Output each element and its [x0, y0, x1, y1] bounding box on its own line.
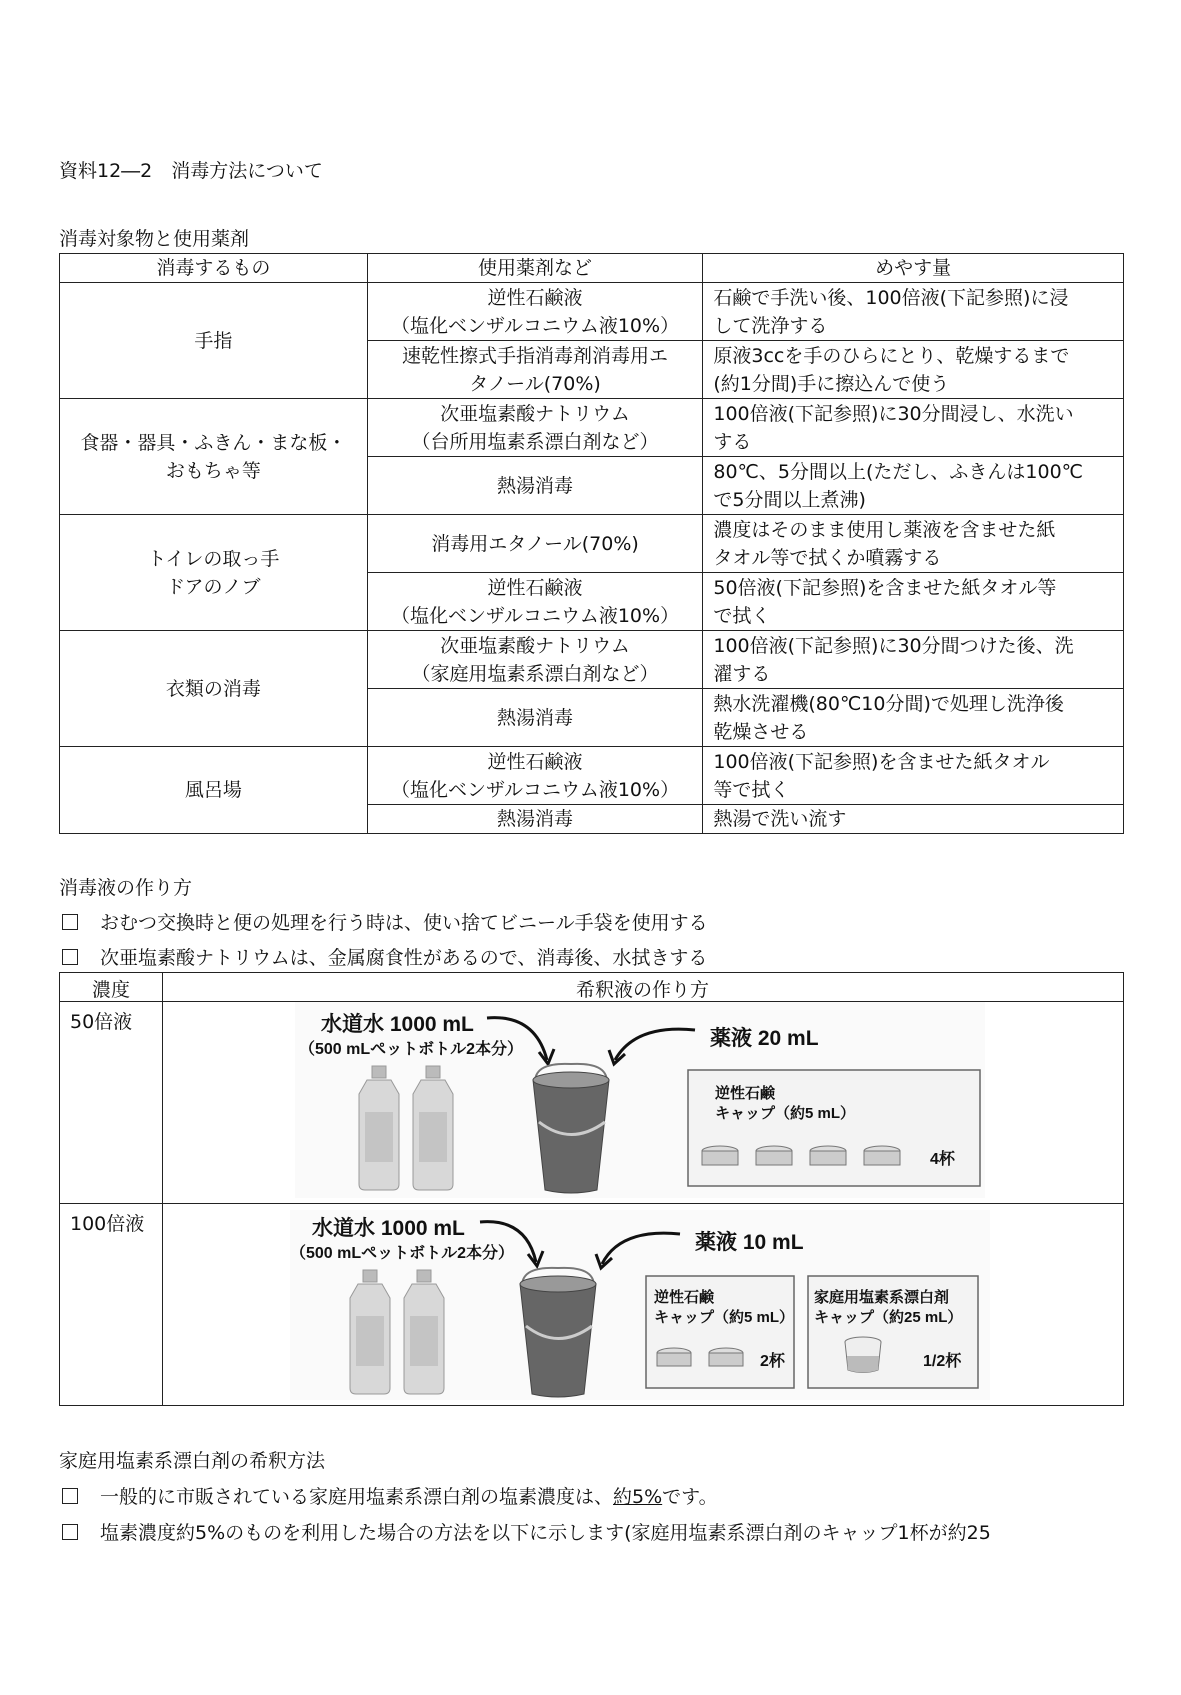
box-title-soap: 逆性石鹸 [715, 1085, 776, 1102]
amount-cell: 熱湯で洗い流す [703, 805, 1124, 834]
table-row [60, 399, 1124, 457]
amount-cell: 熱水洗濯機(80℃10分間)で処理し洗浄後 乾燥させる [703, 689, 1124, 747]
cap-count: 4杯 [930, 1151, 955, 1168]
agent-cell: 逆性石鹸液 （塩化ベンザルコニウム液10%） [367, 573, 703, 631]
amount-cell: 石鹸で手洗い後、100倍液(下記参照)に浸 して洗浄する [703, 283, 1124, 341]
header-amount: めやす量 [703, 254, 1124, 283]
section-title-targets: 消毒対象物と使用薬剤 [59, 228, 250, 250]
bottles-bucket-illustration [295, 1002, 985, 1198]
label-100x: 100倍液 [70, 1213, 145, 1235]
medicine-label: 薬液 20 mL [710, 1027, 819, 1050]
amount-cell: 100倍液(下記参照)に30分間浸し、水洗い する [703, 399, 1124, 457]
box2-title-bleach: 家庭用塩素系漂白剤 [814, 1289, 950, 1306]
box2-title-cap: キャップ（約25 mL） [814, 1309, 963, 1326]
header-method: 希釈液の作り方 [575, 979, 709, 1001]
header-concentration: 濃度 [91, 979, 130, 1001]
checkbox-icon [62, 914, 78, 930]
checkbox-icon [62, 1524, 78, 1540]
section-title-preparation: 消毒液の作り方 [59, 877, 193, 899]
target-cell: 手指 [60, 283, 368, 399]
target-cell: 風呂場 [60, 747, 368, 834]
label-50x: 50倍液 [70, 1011, 133, 1033]
bullet-item: おむつ交換時と便の処理を行う時は、使い捨てビニール手袋を使用する [62, 908, 708, 935]
amount-cell: 100倍液(下記参照)を含ませた紙タオル 等で拭く [703, 747, 1124, 805]
figure-100x [290, 1210, 990, 1400]
amount-cell: 濃度はそのまま使用し薬液を含ませた紙 タオル等で拭くか噴霧する [703, 515, 1124, 573]
header-agent: 使用薬剤など [367, 254, 703, 283]
amount-cell: 原液3ccを手のひらにとり、乾燥するまで (約1分間)手に擦込んで使う [703, 341, 1124, 399]
water-subtitle: （500 mLペットボトル2本分） [290, 1245, 515, 1262]
agent-cell: 速乾性擦式手指消毒剤消毒用エ タノール(70%) [367, 341, 703, 399]
water-title: 水道水 1000 mL [312, 1217, 465, 1240]
bullet-item: 塩素濃度約5%のものを利用した場合の方法を以下に示します(家庭用塩素系漂白剤のキャップ1杯が約25 [62, 1518, 991, 1545]
agent-cell: 熱湯消毒 [367, 805, 703, 834]
checkbox-icon [62, 949, 78, 965]
agent-cell: 次亜塩素酸ナトリウム （家庭用塩素系漂白剤など） [367, 631, 703, 689]
table-row [60, 515, 1124, 573]
agent-cell: 消毒用エタノール(70%) [367, 515, 703, 573]
box1-title-soap: 逆性石鹸 [654, 1289, 715, 1306]
target-cell: トイレの取っ手 ドアのノブ [60, 515, 368, 631]
bullet-item: 次亜塩素酸ナトリウムは、金属腐食性があるので、消毒後、水拭きする [62, 943, 707, 970]
amount-cell: 100倍液(下記参照)に30分間つけた後、洗 濯する [703, 631, 1124, 689]
amount-cell: 80℃、5分間以上(ただし、ふきんは100℃ で5分間以上煮沸) [703, 457, 1124, 515]
target-cell: 食器・器具・ふきん・まな板・ おもちゃ等 [60, 399, 368, 515]
disinfection-table [59, 253, 1124, 834]
document-title: 資料12―2 消毒方法について [59, 160, 323, 182]
agent-cell: 次亜塩素酸ナトリウム （台所用塩素系漂白剤など） [367, 399, 703, 457]
water-subtitle: （500 mLペットボトル2本分） [299, 1041, 524, 1058]
box-title-cap: キャップ（約5 mL） [715, 1105, 856, 1122]
box2-count: 1/2杯 [923, 1353, 962, 1370]
agent-cell: 熱湯消毒 [367, 457, 703, 515]
agent-cell: 逆性石鹸液 （塩化ベンザルコニウム液10%） [367, 283, 703, 341]
table-row [60, 631, 1124, 689]
water-title: 水道水 1000 mL [321, 1013, 474, 1036]
agent-cell: 熱湯消毒 [367, 689, 703, 747]
header-target: 消毒するもの [60, 254, 368, 283]
box1-count: 2杯 [760, 1353, 785, 1370]
table-header-row [60, 254, 1124, 283]
medicine-label: 薬液 10 mL [695, 1231, 804, 1254]
box1-title-cap: キャップ（約5 mL） [654, 1309, 795, 1326]
checkbox-icon [62, 1488, 78, 1504]
amount-cell: 50倍液(下記参照)を含ませた紙タオル等 で拭く [703, 573, 1124, 631]
underlined-concentration: 約5% [613, 1486, 663, 1508]
figure-50x [295, 1002, 985, 1198]
section-title-bleach-dilution: 家庭用塩素系漂白剤の希釈方法 [59, 1450, 326, 1472]
target-cell: 衣類の消毒 [60, 631, 368, 747]
agent-cell: 逆性石鹸液 （塩化ベンザルコニウム液10%） [367, 747, 703, 805]
bullet-item: 一般的に市販されている家庭用塩素系漂白剤の塩素濃度は、約5%です。 [62, 1482, 718, 1509]
table-row [60, 747, 1124, 805]
table-row [60, 283, 1124, 341]
